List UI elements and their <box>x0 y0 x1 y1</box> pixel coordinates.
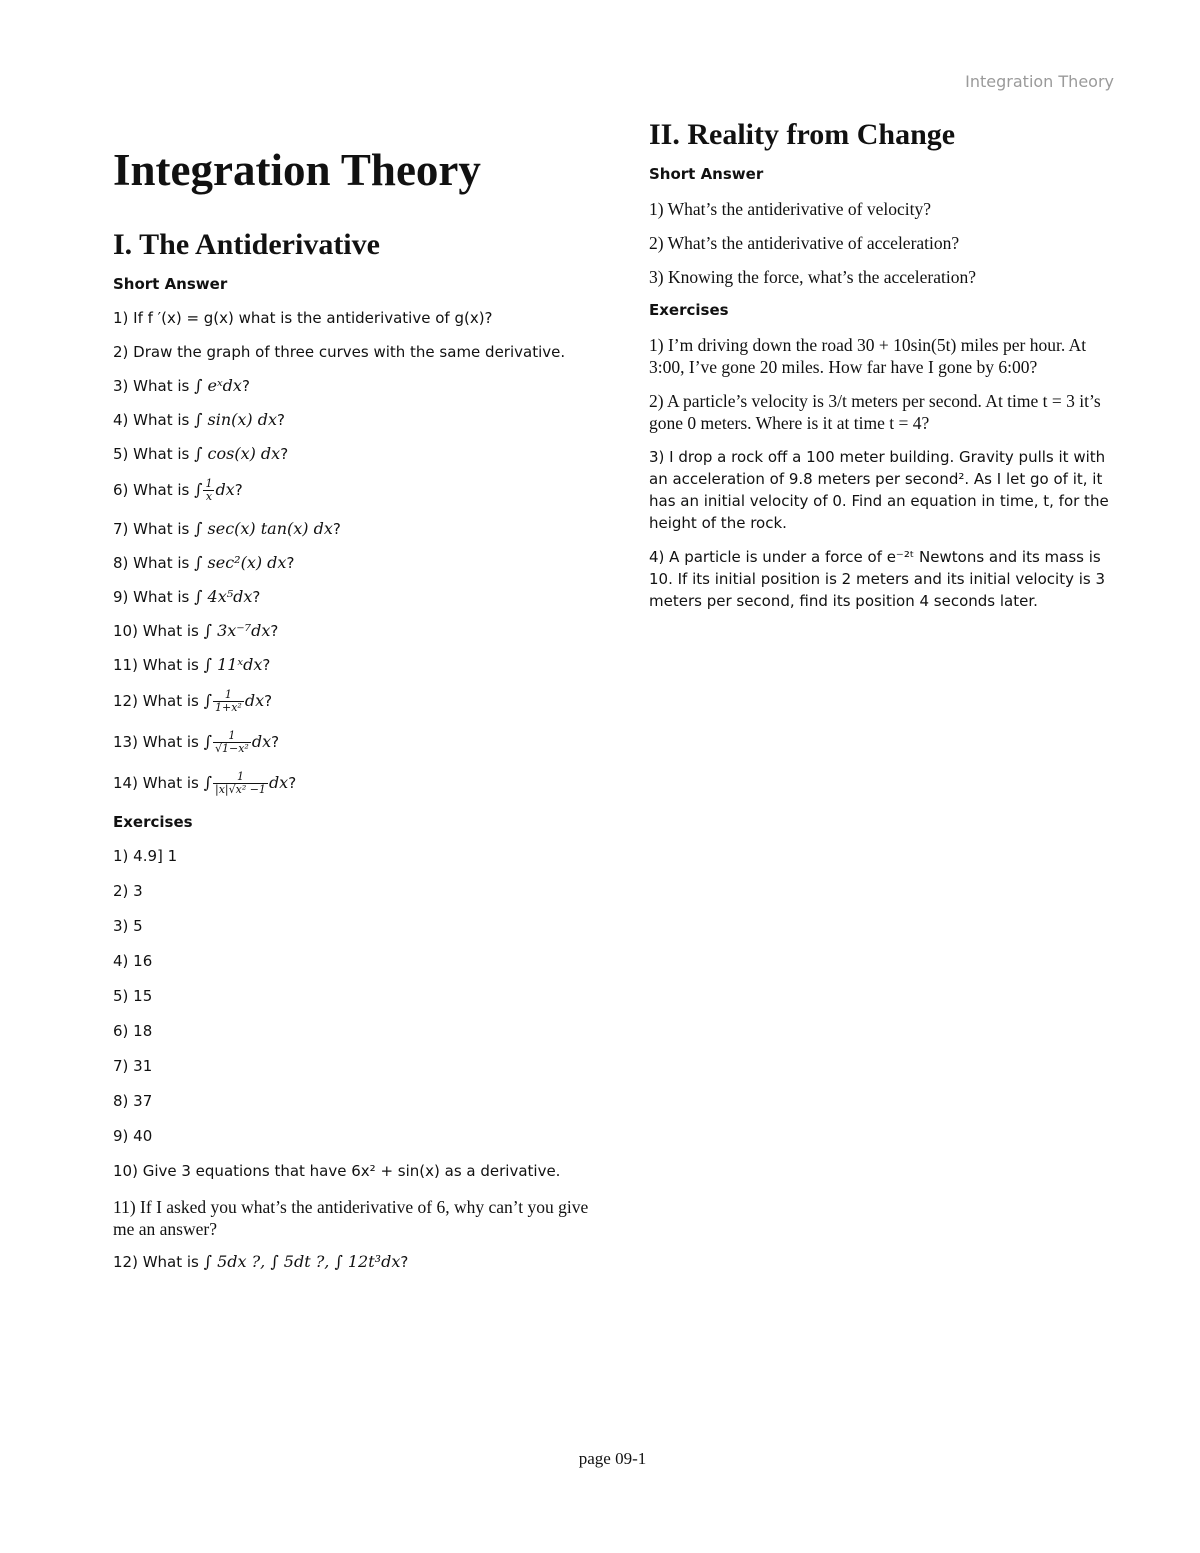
short-answer-item: 7) What is ∫ sec(x) tan(x) dx? <box>113 519 341 538</box>
integral-sign: ∫ <box>203 773 212 792</box>
integral-expression: ∫ 4x⁵dx <box>194 587 253 606</box>
exercise-item: 4) A particle is under a force of e⁻²ᵗ Newtons and its mass is 10. If its initial position is 2 meters and its initial velocity is 3 meters per second, find its position 4 seconds later. <box>649 548 1106 610</box>
exercise-item: 2) A particle’s velocity is 3/t meters per second. At time t = 3 it’s gone 0 meters. Where is it at time t = 4? <box>649 391 1101 433</box>
short-answer-item: 1) If f ′(x) = g(x) what is the antiderivative of g(x)? <box>113 309 493 327</box>
exercise-item: 7) 31 <box>113 1057 153 1075</box>
exercises-heading: Exercises <box>113 813 193 831</box>
fraction: $\frac{1}{\text{1+x²}}$ <box>214 688 242 714</box>
short-answer-item: 11) What is ∫ 11ˣdx? <box>113 655 271 674</box>
short-answer-item: 2) Draw the graph of three curves with the same derivative. <box>113 343 566 361</box>
exercise-item: 1) I’m driving down the road 30 + 10sin(5t) miles per hour. At 3:00, I’ve gone 20 miles. How far have I gone by 6:00? <box>649 335 1087 377</box>
exercise-item: 3) 5 <box>113 917 143 935</box>
integral-sign: ∫ <box>203 691 212 710</box>
integral-expression: ∫ cos(x) dx <box>194 444 281 463</box>
section-title-antiderivative: I. The Antiderivative <box>113 228 380 261</box>
right-column <box>649 114 1119 626</box>
integral-expression: ∫ 3x⁻⁷dx <box>203 621 271 640</box>
short-answer-item: 1) What’s the antiderivative of velocity? <box>649 199 932 219</box>
short-answer-item: 8) What is ∫ sec²(x) dx? <box>113 553 295 572</box>
exercise-item: 8) 37 <box>113 1092 153 1110</box>
fraction: $\frac{1}{x}$ <box>205 477 213 503</box>
exercise-item: 11) If I asked you what’s the antiderivative of 6, why can’t you give me an answer? <box>113 1197 589 1239</box>
short-answer-heading: Short Answer <box>113 275 228 293</box>
exercise-item: 9) 40 <box>113 1127 153 1145</box>
integral-expression: ∫ sec(x) tan(x) dx <box>194 519 333 538</box>
fraction: $\frac{1}{\text{√1−x²}}$ <box>214 729 249 755</box>
short-answer-item: 6) What is ∫ $\frac{1}{x}$ dx? <box>113 477 243 503</box>
short-answer-item: 9) What is ∫ 4x⁵dx? <box>113 587 261 606</box>
integral-expression: ∫ sin(x) dx <box>194 410 278 429</box>
left-column <box>113 140 603 1287</box>
exercises-heading: Exercises <box>649 301 729 319</box>
short-answer-item: 14) What is ∫ $\frac{1}{\text{|x|√x² −1}}$ dx? <box>113 770 297 796</box>
page-number: page 09-1 <box>578 1449 647 1468</box>
exercise-item: 10) Give 3 equations that have 6x² + sin(x) as a derivative. <box>113 1162 561 1180</box>
short-answer-item: 3) What is ∫ eˣdx? <box>113 376 250 395</box>
short-answer-item: 5) What is ∫ cos(x) dx? <box>113 444 289 463</box>
fraction: $\frac{1}{\text{|x|√x² −1}}$ <box>214 770 266 796</box>
exercise-item: 6) 18 <box>113 1022 153 1040</box>
exercise-item: 4) 16 <box>113 952 153 970</box>
integral-expression: ∫ 5dx ?, ∫ 5dt ?, ∫ 12t³dx <box>203 1252 401 1271</box>
integral-sign: ∫ <box>203 732 212 751</box>
short-answer-heading: Short Answer <box>649 165 764 183</box>
document-title: Integration Theory <box>113 145 481 195</box>
exercise-item: 2) 3 <box>113 882 143 900</box>
short-answer-item: 10) What is ∫ 3x⁻⁷dx? <box>113 621 279 640</box>
short-answer-item: 12) What is ∫ $\frac{1}{\text{1+x²}}$ dx? <box>113 688 273 714</box>
exercise-item: 5) 15 <box>113 987 153 1005</box>
running-header: Integration Theory <box>965 72 1114 91</box>
exercise-item: 12) What is ∫ 5dx ?, ∫ 5dt ?, ∫ 12t³dx? <box>113 1252 409 1271</box>
exercise-list <box>113 846 603 1272</box>
short-answer-item: 13) What is ∫ $\frac{1}{\text{√1−x²}}$ dx? <box>113 729 280 755</box>
short-answer-item: 4) What is ∫ sin(x) dx? <box>113 410 285 429</box>
exercise-item: 1) 4.9] 1 <box>113 847 178 865</box>
integral-expression: ∫ eˣdx <box>194 376 242 395</box>
section-title-reality-from-change: II. Reality from Change <box>649 118 956 151</box>
exercise-item: 3) I drop a rock off a 100 meter building. Gravity pulls it with an acceleration of 9.8 meters per second². As I let go of it, it has an initial velocity of 0. Find an equation in time, t, for the height of the rock. <box>649 448 1109 532</box>
integral-expression: ∫ sec²(x) dx <box>194 553 287 572</box>
short-answer-item: 3) Knowing the force, what’s the acceleration? <box>649 267 977 287</box>
integral-expression: ∫ 11ˣdx <box>203 655 263 674</box>
integral-sign: ∫ <box>194 480 203 499</box>
short-answer-item: 2) What’s the antiderivative of acceleration? <box>649 233 960 253</box>
